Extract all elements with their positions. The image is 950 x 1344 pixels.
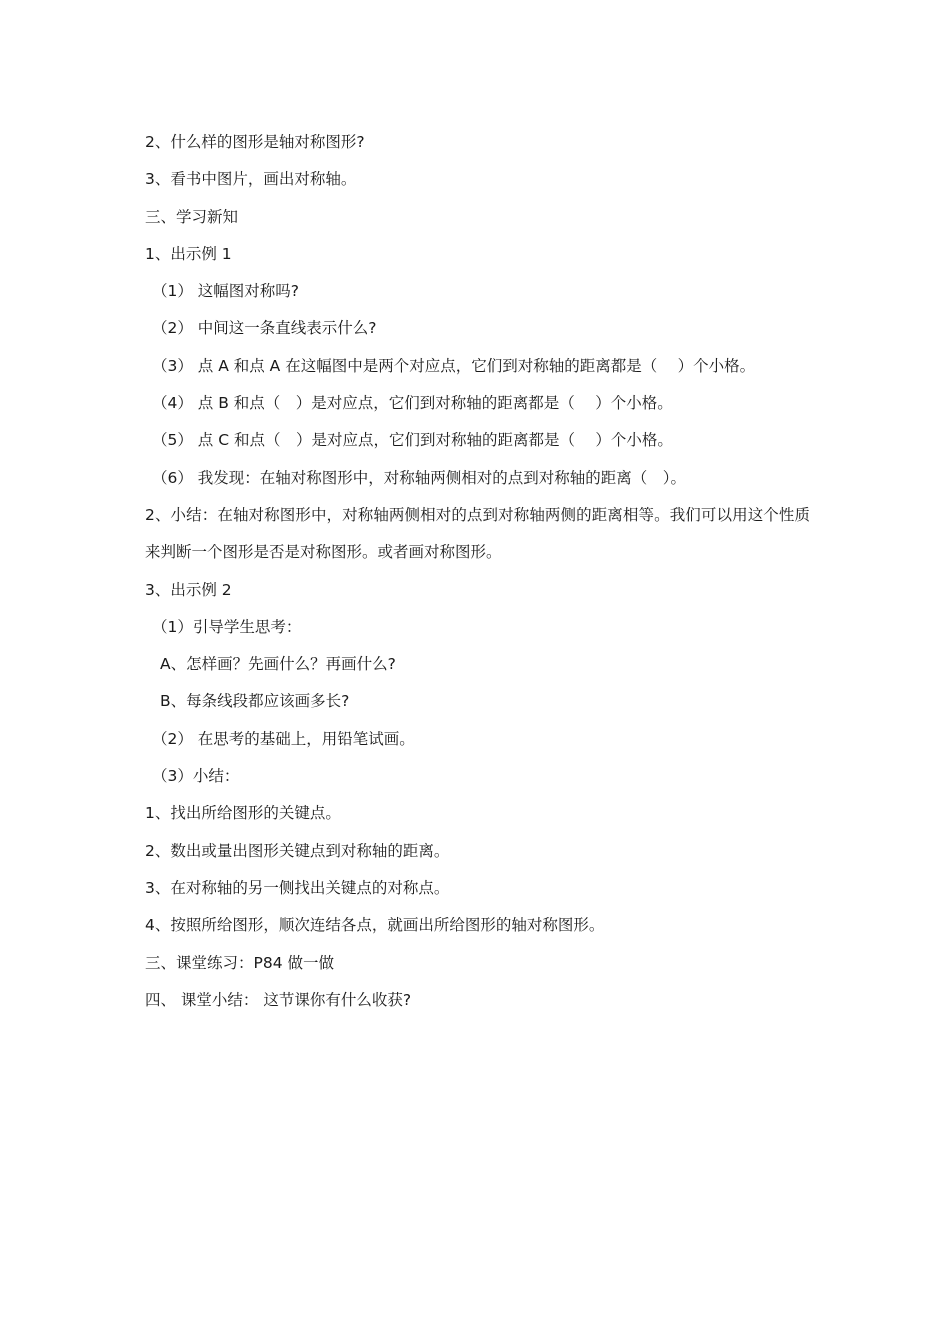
example-2-item-3: （3）小结： [152, 767, 240, 786]
example-1-item-5: （5） 点 C 和点（ ）是对应点，它们到对称轴的距离都是（ ）个小格。 [152, 431, 673, 450]
step-2: 2、数出或量出图形关键点到对称轴的距离。 [145, 841, 450, 860]
example-1-item-4: （4） 点 B 和点（ ）是对应点，它们到对称轴的距离都是（ ）个小格。 [152, 394, 673, 413]
example-2-item-1: （1）引导学生思考： [152, 617, 302, 636]
question-3: 3、看书中图片，画出对称轴。 [145, 170, 357, 189]
example-1-item-2: （2） 中间这一条直线表示什么? [152, 319, 377, 338]
example-2-heading: 3、出示例 2 [145, 580, 232, 599]
step-3: 3、在对称轴的另一侧找出关键点的对称点。 [145, 878, 450, 897]
summary-paragraph: 2、小结：在轴对称图形中，对称轴两侧相对的点到对称轴两侧的距离相等。我们可以用这个性质来判断一个图形是否是对称图形。或者画对称图形。 [145, 505, 810, 562]
step-1: 1、找出所给图形的关键点。 [145, 804, 341, 823]
example-2-subitem-b: B、每条线段都应该画多长? [160, 692, 350, 711]
section-heading-practice: 三、课堂练习：P84 做一做 [145, 953, 334, 972]
example-2-item-2: （2） 在思考的基础上，用铅笔试画。 [152, 729, 415, 748]
example-1-item-3: （3） 点 A 和点 A 在这幅图中是两个对应点，它们到对称轴的距离都是（ ）个小格。 [152, 356, 756, 375]
example-2-subitem-a: A、怎样画？先画什么？再画什么? [160, 655, 396, 674]
document-body [145, 124, 825, 1019]
question-2: 2、什么样的图形是轴对称图形? [145, 133, 365, 151]
example-1-heading: 1、出示例 1 [145, 244, 232, 263]
section-heading-summary: 四、 课堂小结： 这节课你有什么收获? [145, 990, 412, 1009]
example-1-item-1: （1） 这幅图对称吗? [152, 282, 300, 301]
step-4: 4、按照所给图形，顺次连结各点，就画出所给图形的轴对称图形。 [145, 916, 605, 935]
section-heading-learn-new: 三、学习新知 [145, 207, 239, 226]
example-1-item-6: （6） 我发现：在轴对称图形中，对称轴两侧相对的点到对称轴的距离（ ）。 [152, 468, 687, 487]
